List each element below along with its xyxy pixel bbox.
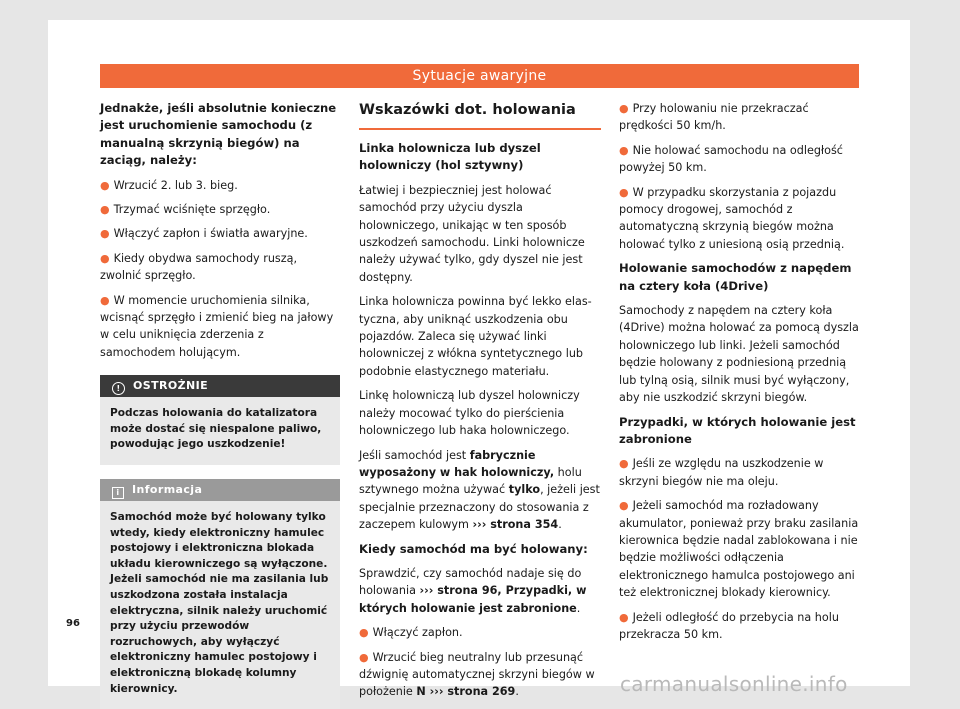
intro-heading: Jednakże, jeśli absolutnie konieczne jest uruchomienie samochodu (z manualną skrzynią biegów) na zaciąg, należy:	[100, 101, 337, 168]
bullet-icon: ●	[100, 227, 110, 241]
bullet-icon: ●	[100, 251, 110, 265]
column-right	[619, 100, 859, 650]
info-icon: i	[112, 487, 124, 499]
paragraph: Samochody z napędem na cztery koła (4Drive) można holować za pomocą dyszla holowniczego lub linki. Jeżeli samochód będzie holowany z podniesioną przednią lub tylną osią, silnik musi być wyłączony, aby nie uszkodzić skrzyni biegów.	[619, 304, 859, 405]
column-left	[100, 100, 340, 709]
paragraph: Łatwiej i bezpieczniej jest holować samochód przy użyciu dyszla holowniczego, unikając w ten sposób uszkodzeń samochodu. Linki holownicze należy używać tylko, gdy dyszel nie jest dostępny.	[359, 183, 585, 284]
bullet-icon: ●	[619, 499, 629, 513]
list-item: ● Przy holowaniu nie przekraczać prędkości 50 km/h.	[619, 102, 809, 133]
bullet-icon: ●	[100, 293, 110, 307]
bullet-icon: ●	[100, 178, 110, 192]
bullet-icon: ●	[619, 610, 629, 624]
warning-icon: !	[112, 382, 125, 395]
page-number: 96	[66, 618, 80, 629]
paragraph: Jeśli samochód jest fabrycznie wyposażony w hak holowniczy, holu sztywnego można używać tylko, jeżeli jest specjalnie przeznaczony do stosowania z zaczepem kulowym ››› strona 354.	[359, 448, 600, 532]
warning-header: ! OSTROŻNIE	[100, 375, 340, 397]
list-item: ● Jeżeli samochód ma rozładowany akumulator, ponieważ przy braku zasilania kierownica będzie nadal zablokowana i nie będzie możliwości odłączenia elektronicznego hamulca postojowego ani też elektronicznej blokady kierownicy.	[619, 499, 859, 600]
bullet-icon: ●	[619, 185, 629, 199]
watermark: carmanualsonline.info	[620, 672, 848, 696]
subheading: Holowanie samochodów z napędem na cztery koła (4Drive)	[619, 261, 852, 293]
list-item: ● Wrzucić 2. lub 3. bieg.	[100, 178, 238, 192]
bullet-icon: ●	[359, 626, 369, 640]
list-item: ● Wrzucić bieg neutralny lub przesunąć dźwignię automatycznej skrzyni biegów w położenie N ››› strona 269.	[359, 650, 595, 699]
list-item: ● W przypadku skorzystania z pojazdu pomocy drogowej, samochód z automatyczną skrzynią biegów można holować tylko z uniesioną osią przednią.	[619, 185, 845, 251]
chapter-header: Sytuacje awaryjne	[100, 64, 859, 88]
paragraph: Linka holownicza powinna być lekko elastyczna, aby uniknąć uszkodzenia obu pojazdów. Zaleca się używać linki holowniczej z włókna syntetycznego lub podobnie elastycznego materiału.	[359, 295, 592, 378]
list-item: ● Włączyć zapłon.	[359, 626, 463, 640]
info-text: Samochód może być holowany tylko wtedy, kiedy elektroniczny hamulec postojowy i elektroniczna blokada układu kierowniczego są wyłączone. Jeżeli samochód nie ma zasilania lub uszkodzona została instalacja elektryczna, silnik należy uruchomić przy użyciu przewodów rozruchowych, aby wyłączyć elektroniczny hamulec postojowy i elektroniczną blokadę kolumny kierownicy.	[110, 511, 329, 695]
page-reference-link[interactable]: ››› strona 96, Przypadki, w których holowanie jest zabronione	[359, 584, 587, 615]
subheading: Linka holownicza lub dyszel holowniczy (hol sztywny)	[359, 141, 541, 173]
list-item: ● Włączyć zapłon i światła awaryjne.	[100, 227, 308, 241]
list-item: ● Trzymać wciśnięte sprzęgło.	[100, 203, 271, 217]
paragraph: Linkę holowniczą lub dyszel holowniczy należy mocować tylko do pierścienia holowniczego lub haka holowniczego.	[359, 389, 580, 438]
list-item: ● Jeżeli odległość do przebycia na holu przekracza 50 km.	[619, 610, 839, 641]
bullet-icon: ●	[619, 457, 629, 471]
warning-box	[100, 375, 340, 465]
paragraph: Sprawdzić, czy samochód nadaje się do holowania ››› strona 96, Przypadki, w których holowanie jest zabronione.	[359, 566, 587, 615]
list-item: ● Jeśli ze względu na uszkodzenie w skrzyni biegów nie ma oleju.	[619, 457, 824, 488]
subheading: Przypadki, w których holowanie jest zabronione	[619, 414, 856, 446]
page-reference-link[interactable]: N ››› strona 269	[416, 685, 516, 699]
list-item: ● Nie holować samochodu na odległość powyżej 50 km.	[619, 143, 843, 175]
list-item: ● Kiedy obydwa samochody ruszą, zwolnić sprzęgło.	[100, 251, 298, 283]
column-middle	[359, 100, 601, 708]
info-header: i Informacja	[100, 479, 340, 501]
list-item: ● W momencie uruchomienia silnika, wcisnąć sprzęgło i zmienić bieg na jałowy w celu uniknięcia zderzenia z samochodem holującym.	[100, 293, 334, 359]
bullet-icon: ●	[619, 102, 629, 115]
info-box	[100, 479, 340, 709]
section-title: Wskazówki dot. holowania	[359, 100, 601, 130]
bullet-icon: ●	[100, 203, 110, 217]
warning-text: Podczas holowania do katalizatora może dostać się niespalone paliwo, powodując jego uszkodzenie!	[110, 407, 322, 451]
bullet-icon: ●	[359, 650, 369, 664]
subheading: Kiedy samochód ma być holowany:	[359, 541, 588, 556]
bullet-icon: ●	[619, 143, 629, 157]
page-reference-link[interactable]: ››› strona 354	[472, 518, 559, 532]
